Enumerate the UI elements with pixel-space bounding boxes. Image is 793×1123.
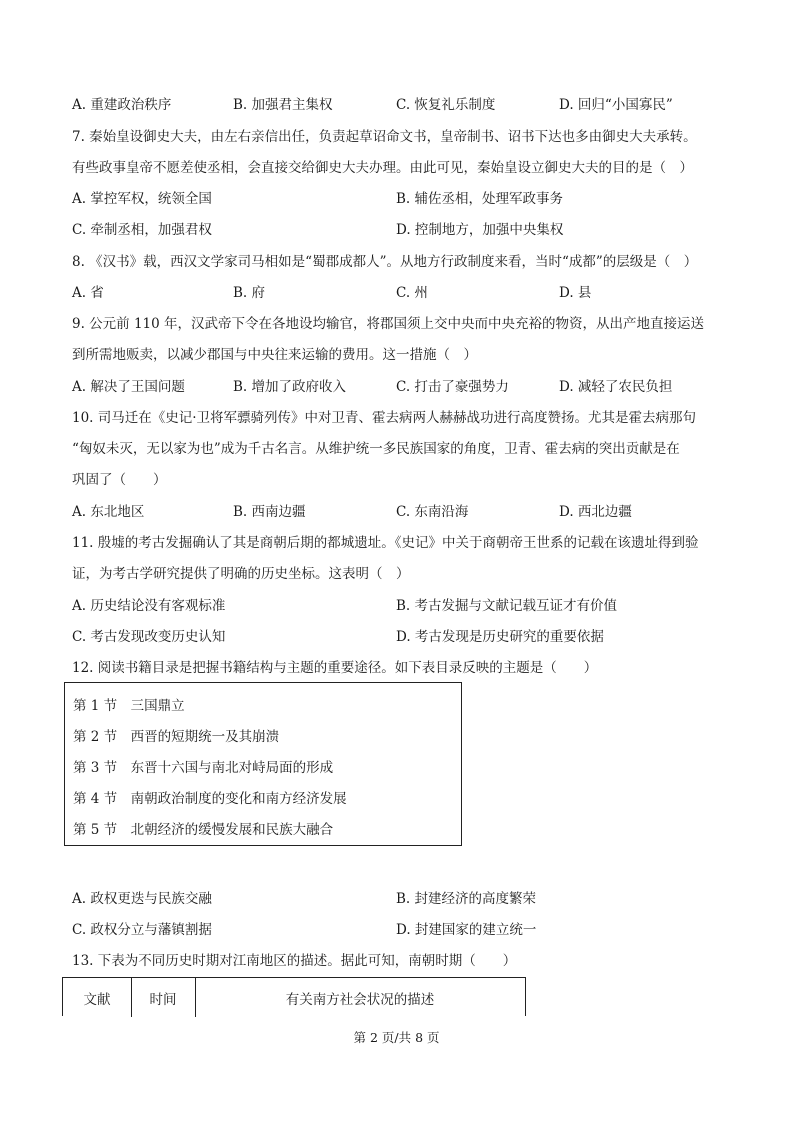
q7-stem-line-2: 有些政事皇帝不愿差使丞相，会直接交给御史大夫办理。由此可见，秦始皇设立御史大夫的目的是（ ） xyxy=(72,160,693,176)
q13-table-header-time: 时间 xyxy=(149,991,177,1008)
q8-stem-line-1: 8. 《汉书》载，西汉文学家司马相如是“蜀郡成都人”。从地方行政制度来看，当时“成都”的层级是（ ） xyxy=(72,254,698,270)
table-of-contents-box xyxy=(64,682,462,846)
q7-option-c[interactable]: C. 牵制丞相，加强君权 xyxy=(72,222,212,238)
q11-option-b[interactable]: B. 考古发掘与文献记载互证才有价值 xyxy=(396,598,618,614)
q9-option-d[interactable]: D. 减轻了农民负担 xyxy=(559,379,673,395)
q10-option-d[interactable]: D. 西北边疆 xyxy=(559,504,632,520)
q13-stem-line-1: 13. 下表为不同历史时期对江南地区的描述。据此可知，南朝时期（ ） xyxy=(72,953,517,969)
q6-option-a[interactable]: A. 重建政治秩序 xyxy=(72,97,172,113)
toc-row-5: 第 5 节 北朝经济的缓慢发展和民族大融合 xyxy=(73,822,334,838)
q6-option-b[interactable]: B. 加强君主集权 xyxy=(233,97,333,113)
q13-table-header-description: 有关南方社会状况的描述 xyxy=(285,991,435,1008)
q8-option-d[interactable]: D. 县 xyxy=(559,285,592,301)
q7-option-a[interactable]: A. 掌控军权，统领全国 xyxy=(72,191,212,207)
toc-row-1: 第 1 节 三国鼎立 xyxy=(73,698,185,714)
q11-option-c[interactable]: C. 考古发现改变历史认知 xyxy=(72,629,226,645)
q12-option-b[interactable]: B. 封建经济的高度繁荣 xyxy=(396,891,537,907)
q10-option-b[interactable]: B. 西南边疆 xyxy=(233,504,306,520)
q10-stem-line-3: 巩固了（ ） xyxy=(72,472,167,488)
q7-stem-line-1: 7. 秦始皇设御史大夫，由左右亲信出任，负责起草诏命文书，皇帝制书、诏书下达也多由御史大夫承转。 xyxy=(72,129,697,145)
q10-option-a[interactable]: A. 东北地区 xyxy=(72,504,145,520)
q9-stem-line-2: 到所需地贩卖，以减少郡国与中央往来运输的费用。这一措施（ ） xyxy=(72,347,477,363)
q11-stem-line-1: 11. 殷墟的考古发掘确认了其是商朝后期的都城遗址。《史记》中关于商朝帝王世系的记载在该遗址得到验 xyxy=(72,535,699,551)
q10-option-c[interactable]: C. 东南沿海 xyxy=(396,504,469,520)
q11-option-a[interactable]: A. 历史结论没有客观标准 xyxy=(72,598,226,614)
q9-option-b[interactable]: B. 增加了政府收入 xyxy=(233,379,347,395)
page-number-footer: 第 2 页/共 8 页 xyxy=(353,1030,440,1045)
q8-option-b[interactable]: B. 府 xyxy=(233,285,266,301)
q12-option-a[interactable]: A. 政权更迭与民族交融 xyxy=(72,891,212,907)
q7-option-b[interactable]: B. 辅佐丞相，处理军政事务 xyxy=(396,191,564,207)
q9-stem-line-1: 9. 公元前 110 年，汉武帝下令在各地设均输官，将郡国须上交中央而中央充裕的物资，从出产地直接运送 xyxy=(72,316,705,332)
q10-stem-line-1: 10. 司马迁在《史记·卫将军骠骑列传》中对卫青、霍去病两人赫赫战功进行高度赞扬。尤其是霍去病那句 xyxy=(72,410,697,426)
q8-option-a[interactable]: A. 省 xyxy=(72,285,104,301)
toc-row-3: 第 3 节 东晋十六国与南北对峙局面的形成 xyxy=(73,760,334,776)
q8-option-c[interactable]: C. 州 xyxy=(396,285,428,301)
q13-table-header-document: 文献 xyxy=(83,991,111,1008)
q11-stem-line-2: 证，为考古学研究提供了明确的历史坐标。这表明（ ） xyxy=(72,566,410,582)
q13-table xyxy=(62,977,526,1016)
q6-option-c[interactable]: C. 恢复礼乐制度 xyxy=(396,97,496,113)
q9-option-c[interactable]: C. 打击了豪强势力 xyxy=(396,379,509,395)
q12-option-d[interactable]: D. 封建国家的建立统一 xyxy=(396,922,537,938)
toc-row-2: 第 2 节 西晋的短期统一及其崩溃 xyxy=(73,729,280,745)
q12-option-c[interactable]: C. 政权分立与藩镇割据 xyxy=(72,922,212,938)
q9-option-a[interactable]: A. 解决了王国问题 xyxy=(72,379,185,395)
q6-option-d[interactable]: D. 回归“小国寡民” xyxy=(559,97,673,113)
q11-option-d[interactable]: D. 考古发现是历史研究的重要依据 xyxy=(396,629,604,645)
q12-stem-line-1: 12. 阅读书籍目录是把握书籍结构与主题的重要途径。如下表目录反映的主题是（ ） xyxy=(72,660,598,676)
toc-row-4: 第 4 节 南朝政治制度的变化和南方经济发展 xyxy=(73,791,347,807)
q10-stem-line-2: “匈奴未灭，无以家为也”成为千古名言。从维护统一多民族国家的角度，卫青、霍去病的突出贡献是在 xyxy=(72,441,680,457)
q7-option-d[interactable]: D. 控制地方，加强中央集权 xyxy=(396,222,564,238)
